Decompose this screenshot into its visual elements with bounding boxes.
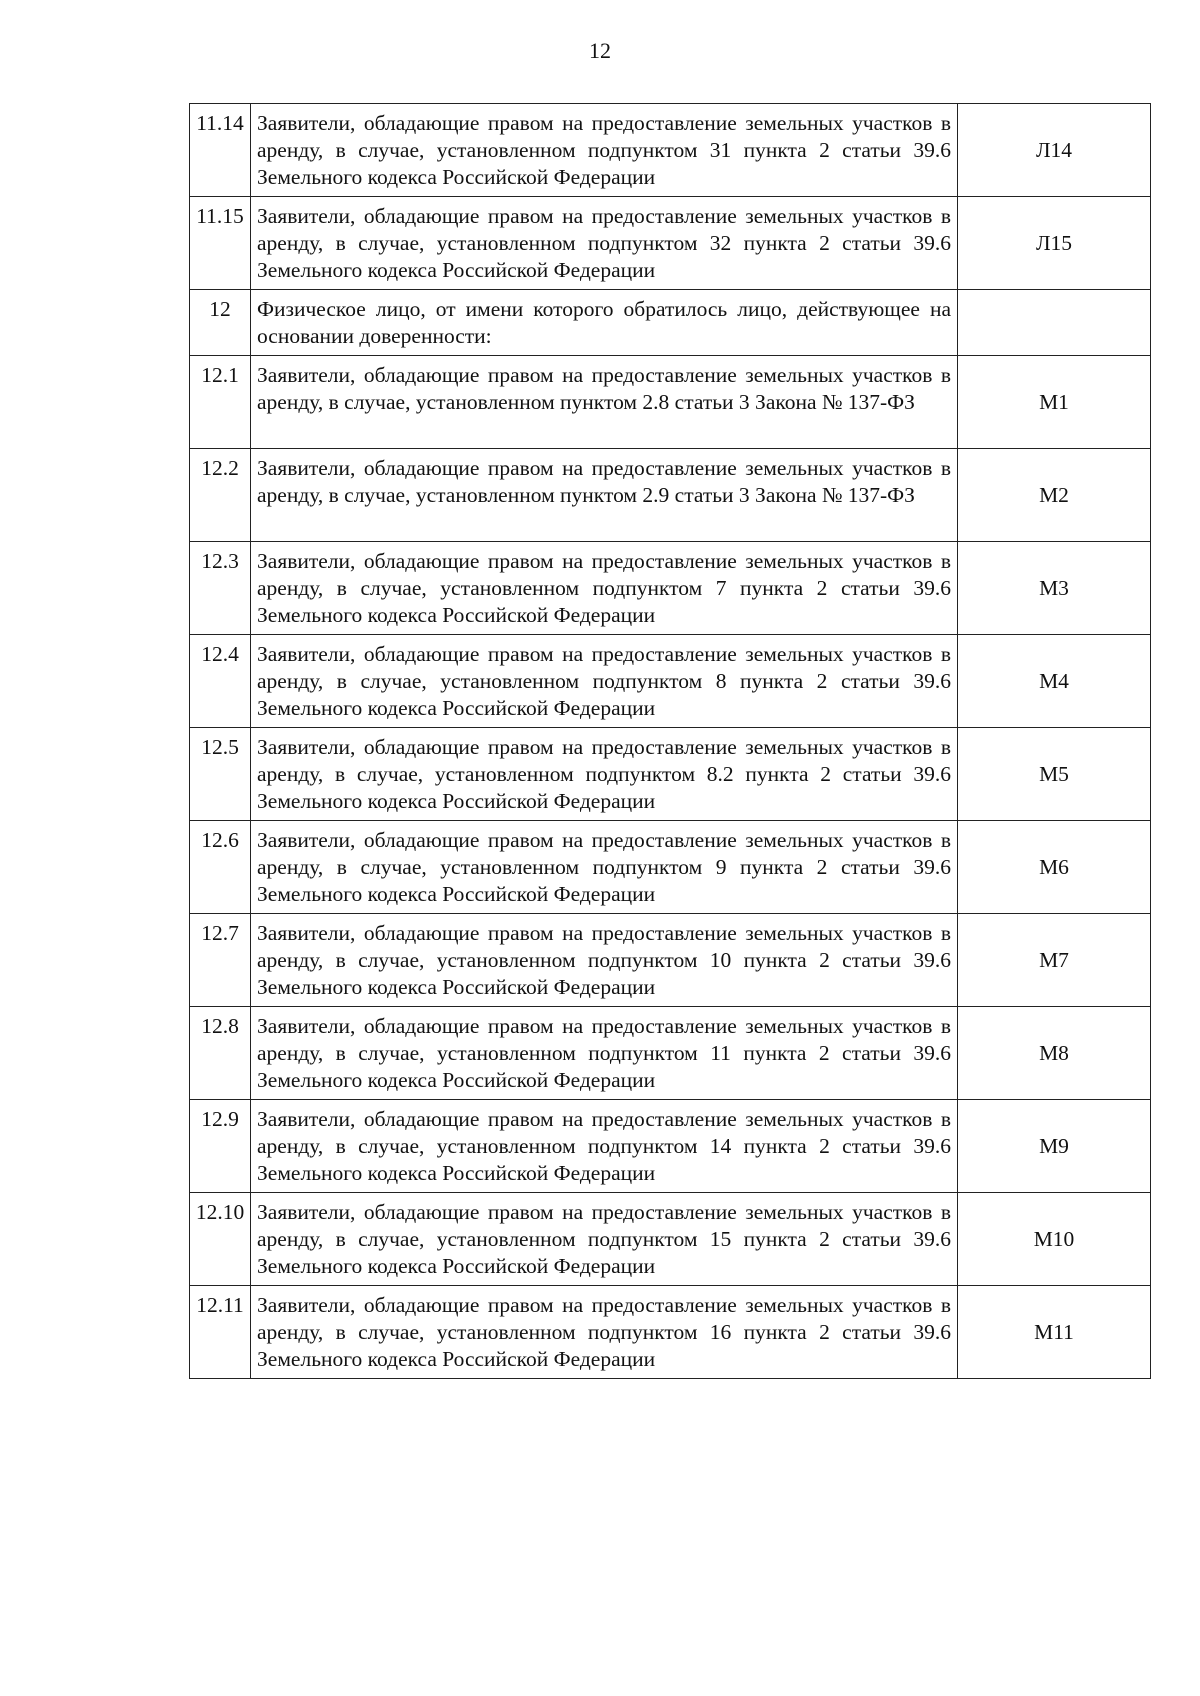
row-description: Заявители, обладающие правом на предоставление земельных участков в аренду, в случае, установленном подпунктом 7 пункта 2 статьи 39.6 Земельного кодекса Российской Федерации: [251, 542, 958, 635]
table-row: [190, 1286, 1151, 1379]
row-number: 12: [190, 290, 251, 356]
row-description: Заявители, обладающие правом на предоставление земельных участков в аренду, в случае, установленном пунктом 2.8 статьи 3 Закона № 137-ФЗ: [251, 356, 958, 449]
row-code: М1: [958, 356, 1151, 449]
row-code: М8: [958, 1007, 1151, 1100]
row-code: Л15: [958, 197, 1151, 290]
table-row: [190, 356, 1151, 449]
row-description: Заявители, обладающие правом на предоставление земельных участков в аренду, в случае, установленном подпунктом 32 пункта 2 статьи 39.6 Земельного кодекса Российской Федерации: [251, 197, 958, 290]
table-row: [190, 1100, 1151, 1193]
row-code: М3: [958, 542, 1151, 635]
table-row: [190, 1193, 1151, 1286]
row-description: Заявители, обладающие правом на предоставление земельных участков в аренду, в случае, установленном подпунктом 14 пункта 2 статьи 39.6 Земельного кодекса Российской Федерации: [251, 1100, 958, 1193]
row-code: М2: [958, 449, 1151, 542]
row-number: 11.15: [190, 197, 251, 290]
row-description: Заявители, обладающие правом на предоставление земельных участков в аренду, в случае, установленном подпунктом 31 пункта 2 статьи 39.6 Земельного кодекса Российской Федерации: [251, 104, 958, 197]
row-number: 11.14: [190, 104, 251, 197]
table-row: [190, 542, 1151, 635]
table-row: [190, 197, 1151, 290]
row-code: М10: [958, 1193, 1151, 1286]
table-row: [190, 728, 1151, 821]
row-code: М6: [958, 821, 1151, 914]
page-number: 12: [589, 38, 611, 63]
row-number: 12.11: [190, 1286, 251, 1379]
table-row: [190, 821, 1151, 914]
table-row: [190, 449, 1151, 542]
row-number: 12.10: [190, 1193, 251, 1286]
applicants-table: [189, 103, 1151, 1379]
row-description: Заявители, обладающие правом на предоставление земельных участков в аренду, в случае, установленном подпунктом 9 пункта 2 статьи 39.6 Земельного кодекса Российской Федерации: [251, 821, 958, 914]
row-description: Заявители, обладающие правом на предоставление земельных участков в аренду, в случае, установленном подпунктом 8 пункта 2 статьи 39.6 Земельного кодекса Российской Федерации: [251, 635, 958, 728]
row-code: М7: [958, 914, 1151, 1007]
row-number: 12.1: [190, 356, 251, 449]
row-code: [958, 290, 1151, 356]
row-code: М5: [958, 728, 1151, 821]
row-description: Заявители, обладающие правом на предоставление земельных участков в аренду, в случае, установленном подпунктом 10 пункта 2 статьи 39.6 Земельного кодекса Российской Федерации: [251, 914, 958, 1007]
row-description: Физическое лицо, от имени которого обратилось лицо, действующее на основании доверенности:: [251, 290, 958, 356]
table-row: [190, 635, 1151, 728]
row-description: Заявители, обладающие правом на предоставление земельных участков в аренду, в случае, установленном подпунктом 15 пункта 2 статьи 39.6 Земельного кодекса Российской Федерации: [251, 1193, 958, 1286]
row-description: Заявители, обладающие правом на предоставление земельных участков в аренду, в случае, установленном подпунктом 8.2 пункта 2 статьи 39.6 Земельного кодекса Российской Федерации: [251, 728, 958, 821]
table-row: [190, 1007, 1151, 1100]
table-row: [190, 914, 1151, 1007]
row-number: 12.8: [190, 1007, 251, 1100]
row-code: М11: [958, 1286, 1151, 1379]
row-description: Заявители, обладающие правом на предоставление земельных участков в аренду, в случае, установленном подпунктом 16 пункта 2 статьи 39.6 Земельного кодекса Российской Федерации: [251, 1286, 958, 1379]
table-row: [190, 104, 1151, 197]
row-description: Заявители, обладающие правом на предоставление земельных участков в аренду, в случае, установленном пунктом 2.9 статьи 3 Закона № 137-ФЗ: [251, 449, 958, 542]
row-number: 12.2: [190, 449, 251, 542]
row-code: М9: [958, 1100, 1151, 1193]
row-code: Л14: [958, 104, 1151, 197]
row-number: 12.9: [190, 1100, 251, 1193]
row-number: 12.3: [190, 542, 251, 635]
row-number: 12.6: [190, 821, 251, 914]
table-row-section-header: [190, 290, 1151, 356]
row-number: 12.5: [190, 728, 251, 821]
row-number: 12.4: [190, 635, 251, 728]
row-code: М4: [958, 635, 1151, 728]
row-description: Заявители, обладающие правом на предоставление земельных участков в аренду, в случае, установленном подпунктом 11 пункта 2 статьи 39.6 Земельного кодекса Российской Федерации: [251, 1007, 958, 1100]
row-number: 12.7: [190, 914, 251, 1007]
